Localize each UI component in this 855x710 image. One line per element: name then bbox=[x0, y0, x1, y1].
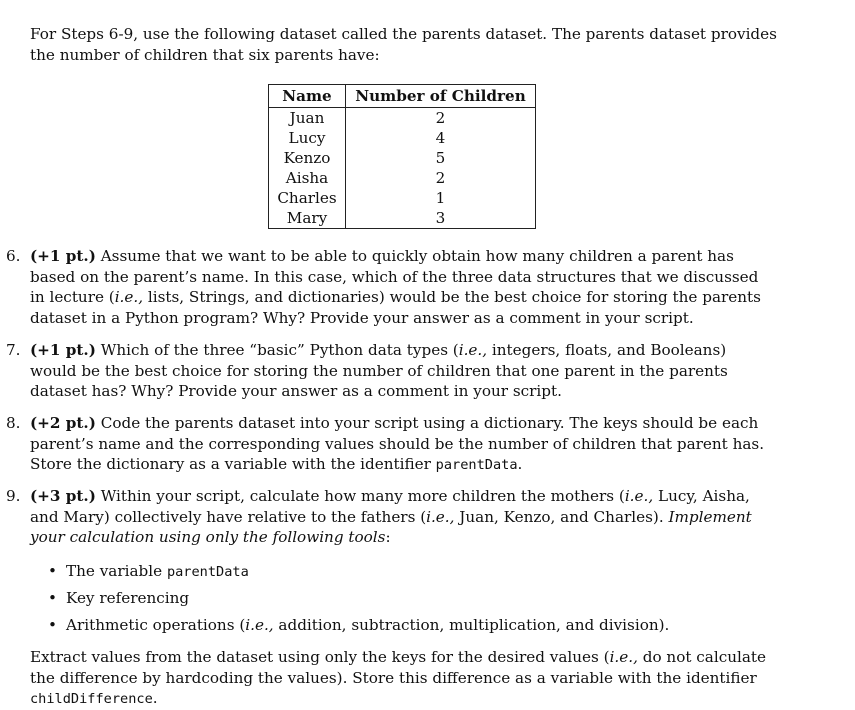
text-span: lists, Strings, and dictionaries) would be the best choice for storing the parents dataset in a Python program? Why? Provide your answer as a comment in your script. bbox=[30, 288, 761, 327]
step-8 bbox=[6, 413, 776, 476]
step-number: 9. bbox=[6, 487, 21, 505]
text-span: The variable bbox=[66, 562, 167, 580]
cell-count: 3 bbox=[435, 208, 446, 227]
text-span: Lucy, Aisha, and Mary) collectively have relative to the fathers ( bbox=[30, 487, 750, 526]
table-row bbox=[269, 107, 536, 128]
text-span: integers, floats, and Booleans) would be the best choice for storing the number of children that one parent in the parents dataset has? Why? Provide your answer as a comment in your script. bbox=[30, 341, 728, 400]
text-span: Key referencing bbox=[66, 589, 190, 607]
text-span: : bbox=[385, 528, 391, 546]
cell-count: 1 bbox=[435, 188, 446, 207]
step-number: 6. bbox=[6, 247, 21, 265]
intro-paragraph: For Steps 6-9, use the following dataset called the parents dataset. The parents dataset provides the number of children that six parents have: bbox=[30, 25, 777, 64]
step-text bbox=[30, 340, 776, 402]
cell-name: Charles bbox=[269, 188, 346, 208]
table-row bbox=[269, 168, 536, 188]
tools-bullet-list bbox=[48, 561, 768, 642]
text-span: addition, subtraction, multiplication, and division). bbox=[273, 616, 670, 634]
table-row bbox=[269, 128, 536, 148]
points-label: (+1 pt.) bbox=[30, 247, 96, 265]
table-row bbox=[269, 148, 536, 168]
identifier-code: parentData bbox=[166, 564, 249, 580]
step-6 bbox=[6, 246, 776, 328]
table-row bbox=[269, 188, 536, 208]
bullet-dot-icon: • bbox=[48, 562, 57, 580]
header-name: Name bbox=[269, 85, 346, 108]
step-text bbox=[30, 486, 776, 548]
text-span: . bbox=[517, 455, 523, 473]
cell-name: Juan bbox=[269, 107, 346, 128]
ie-abbrev: i.e., bbox=[245, 616, 274, 634]
text-span: . bbox=[152, 689, 158, 707]
cell-name: Aisha bbox=[269, 168, 346, 188]
text-span: Arithmetic operations ( bbox=[66, 616, 246, 634]
text-span: Extract values from the dataset using only the keys for the desired values ( bbox=[30, 648, 610, 666]
cell-name: Lucy bbox=[269, 128, 346, 148]
bullet-dot-icon: • bbox=[48, 589, 57, 607]
cell-name: Mary bbox=[269, 208, 346, 229]
header-number-of-children: Number of Children bbox=[346, 85, 536, 108]
cell-name: Kenzo bbox=[269, 148, 346, 168]
parents-dataset-table bbox=[268, 84, 536, 229]
text-span: Juan, Kenzo, and Charles). bbox=[454, 507, 669, 526]
bullet-dot-icon: • bbox=[48, 616, 57, 634]
text-span: do not calculate the difference by hardcoding the values). Store this difference as a variable with the identifier bbox=[30, 648, 766, 687]
ie-abbrev: i.e., bbox=[609, 648, 638, 666]
points-label: (+2 pt.) bbox=[30, 414, 96, 432]
ie-abbrev: i.e., bbox=[114, 288, 144, 306]
points-label: (+1 pt.) bbox=[30, 341, 96, 359]
cell-count: 2 bbox=[435, 168, 446, 187]
text-span: Within your script, calculate how many more children the mothers ( bbox=[95, 487, 625, 505]
step-number: 8. bbox=[6, 414, 21, 432]
points-label: (+3 pt.) bbox=[30, 487, 96, 505]
cell-count: 2 bbox=[435, 108, 446, 127]
ie-abbrev: i.e., bbox=[458, 341, 488, 359]
identifier-code: childDifference bbox=[30, 691, 153, 707]
cell-count: 4 bbox=[435, 128, 446, 147]
cell-count: 5 bbox=[435, 148, 446, 167]
table-header-row bbox=[269, 85, 536, 108]
bullet-item bbox=[48, 615, 768, 642]
step-7 bbox=[6, 340, 776, 402]
step-number: 7. bbox=[6, 341, 21, 359]
ie-abbrev: i.e., bbox=[624, 487, 654, 505]
bullet-item bbox=[48, 588, 768, 615]
text-span: Code the parents dataset into your script using a dictionary. The keys should be each parent’s name and the corresponding values should be the number of children that parent has. Store the dictionary as a variable with the identifier bbox=[30, 414, 765, 473]
table-row bbox=[269, 208, 536, 229]
identifier-code: parentData bbox=[435, 457, 518, 473]
bullet-item bbox=[48, 561, 768, 588]
step-9 bbox=[6, 486, 776, 548]
text-span: Assume that we want to be able to quickly obtain how many children a parent has based on the parent’s name. In this case, which of the three data structures that we discussed in lecture ( bbox=[30, 247, 759, 306]
ie-abbrev: i.e., bbox=[426, 507, 455, 526]
step-text bbox=[30, 246, 776, 328]
closing-paragraph bbox=[30, 647, 790, 710]
text-span: Which of the three “basic” Python data types ( bbox=[95, 341, 459, 359]
step-text bbox=[30, 413, 776, 476]
emphasis-text: Implement your calculation using only the following tools bbox=[30, 507, 752, 546]
